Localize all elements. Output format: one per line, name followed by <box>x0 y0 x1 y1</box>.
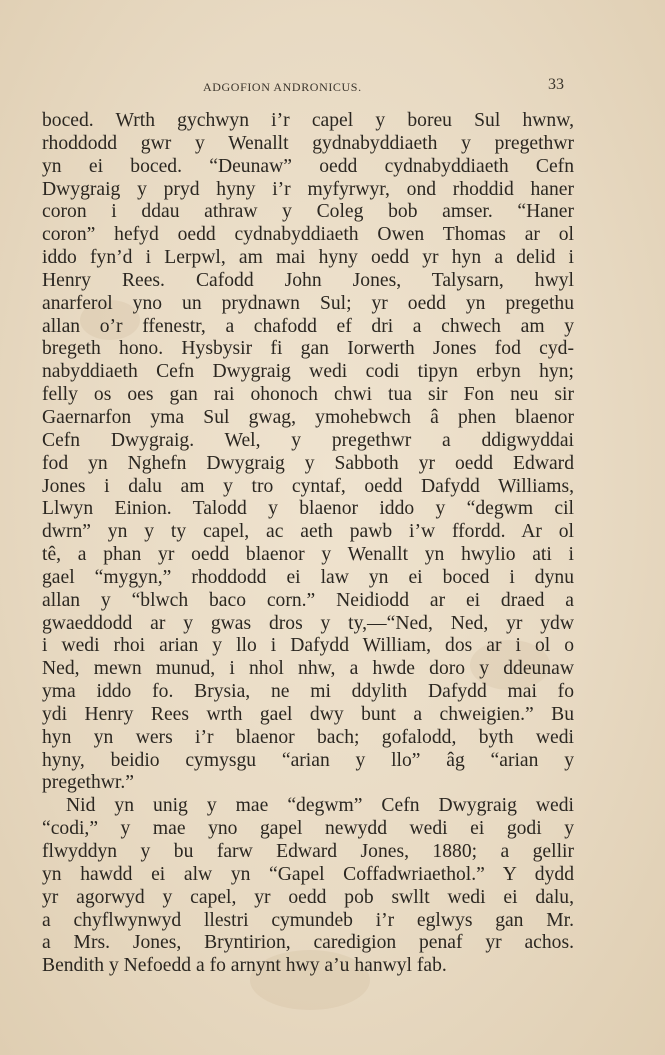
text-line: yma iddo fo. Brysia, ne mi ddylith Dafydd mai fo <box>42 681 574 703</box>
text-line: Jones i dalu am y tro cyntaf, oedd Dafydd Williams, <box>42 475 574 497</box>
text-line: dwrn” yn y ty capel, ac aeth pawb i’w ffordd. Ar ol <box>42 521 574 543</box>
text-line: tê, a phan yr oedd blaenor y Wenallt yn hwylio ati i <box>42 544 574 566</box>
text-line: Cefn Dwygraig. Wel, y pregethwr a ddigwyddai <box>42 429 574 451</box>
text-line: fod yn Nghefn Dwygraig y Sabboth yr oedd Edward <box>42 452 574 474</box>
text-line: boced. Wrth gychwyn i’r capel y boreu Sul hwnw, <box>42 110 574 131</box>
text-line: a chyflwynwyd llestri cymundeb i’r eglwys gan Mr. <box>42 909 574 931</box>
text-line: nabyddiaeth Cefn Dwygraig wedi codi tipyn erbyn hyn; <box>42 361 574 383</box>
text-line: hyny, beidio cymysgu “arian y llo” âg “arian y <box>42 749 574 771</box>
text-line: hyn yn wers i’r blaenor bach; gofalodd, byth wedi <box>42 726 574 748</box>
text-line: flwyddyn y bu farw Edward Jones, 1880; a gellir <box>42 841 574 862</box>
text-line: ydi Henry Rees wrth gael dwy bunt a chweigien.” Bu <box>42 703 574 725</box>
text-line: rhoddodd gwr y Wenallt gydnabyddiaeth y pregethwr <box>42 132 574 154</box>
text-line: allan o’r ffenestr, a chafodd ef dri a chwech am y <box>42 315 574 337</box>
paragraph-end-line: Bendith y Nefoedd a fo arnynt hwy a’u hanwyl fab. <box>42 955 447 977</box>
text-line: Ned, mewn munud, i nhol nhw, a hwde doro y ddeunaw <box>42 658 574 680</box>
text-line: iddo fyn’d i Lerpwl, am mai hyny oedd yr hyn a delid i <box>42 247 574 269</box>
running-head <box>0 76 665 100</box>
running-title: ADGOFION ANDRONICUS. <box>203 80 362 94</box>
text-line: coron” hefyd oedd cydnabyddiaeth Owen Thomas ar ol <box>42 224 574 246</box>
text-line: anarferol yno un prydnawn Sul; yr oedd yn pregethu <box>42 292 574 314</box>
page-number: 33 <box>548 76 564 93</box>
text-line: “codi,” y mae yno gapel newydd wedi ei godi y <box>42 818 574 840</box>
paragraph-end-line: pregethwr.” <box>42 772 134 794</box>
text-line: allan y “blwch baco corn.” Neidiodd ar ei draed a <box>42 589 574 611</box>
text-line: coron i ddau athraw y Coleg bob amser. “Haner <box>42 201 574 223</box>
text-line: Dwygraig y pryd hyny i’r myfyrwyr, ond rhoddid haner <box>42 178 574 200</box>
text-line: bregeth hono. Hysbysir fi gan Iorwerth Jones fod cyd- <box>42 338 574 360</box>
text-line: yn ei boced. “Deunaw” oedd cydnabyddiaeth Cefn <box>42 155 574 177</box>
text-line: Gaernarfon yma Sul gwag, ymohebwch â phen blaenor <box>42 406 574 428</box>
text-line: Llwyn Einion. Talodd y blaenor iddo y “degwm cil <box>42 498 574 520</box>
text-line: gael “mygyn,” rhoddodd ei law yn ei boced i dynu <box>42 566 574 588</box>
text-line: Henry Rees. Cafodd John Jones, Talysarn, hwyl <box>42 269 574 291</box>
text-line: a Mrs. Jones, Bryntirion, caredigion penaf yr achos. <box>42 932 574 954</box>
paragraph-start-line: Nid yn unig y mae “degwm” Cefn Dwygraig wedi <box>66 795 574 817</box>
text-line: yn hawdd ei alw yn “Gapel Coffadwriaethol.” Y dydd <box>42 863 574 885</box>
text-line: gwaeddodd ar y gwas dros y ty,—“Ned, Ned, yr ydw <box>42 612 574 634</box>
text-line: felly os oes gan rai ohonoch chwi tua sir Fon neu sir <box>42 384 574 406</box>
text-line: yr agorwyd y capel, yr oedd pob swllt wedi ei dalu, <box>42 886 574 908</box>
body-text <box>42 110 574 978</box>
text-line: i wedi rhoi arian y llo i Dafydd William, dos ar i ol o <box>42 635 574 657</box>
